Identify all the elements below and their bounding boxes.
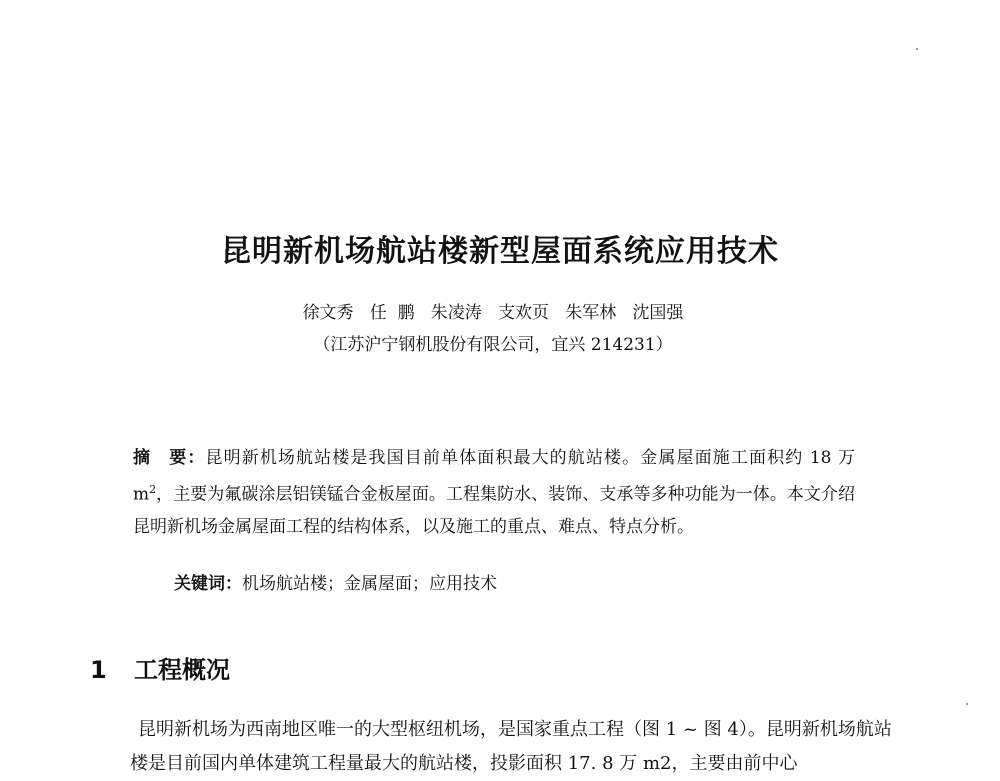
scan-speck: [966, 703, 968, 705]
section-heading: [90, 650, 230, 685]
keywords-label: 关键词：: [174, 574, 242, 594]
body-paragraph: 昆明新机场为西南地区唯一的大型枢纽机场，是国家重点工程（图 1 ~ 图 4）。昆明新机场航站楼是目前国内单体建筑工程量最大的航站楼，投影面积 17. 8 万 m2，主要由前中心: [130, 719, 892, 774]
abstract-text-1: 昆明新机场航站楼是我国目前单体面积最大的航站楼。金属屋面施工面积约 18 万 m: [133, 448, 855, 505]
abstract-label: 摘 要：: [133, 448, 206, 468]
paper-title: 昆明新机场航站楼新型屋面系统应用技术: [221, 234, 779, 269]
abstract-text-2: ，主要为氟碳涂层铝镁锰合金板屋面。工程集防水、装饰、支承等多种功能为一体。本文介绍昆明新机场金属屋面工程的结构体系，以及施工的重点、难点、特点分析。: [133, 484, 855, 537]
section-title: 工程概况: [134, 656, 230, 684]
author-list: 徐文秀 任 鹏 朱凌涛 支欢页 朱军林 沈国强: [302, 303, 684, 323]
scan-speck: [916, 48, 918, 50]
abstract: [133, 442, 855, 543]
affiliation: （江苏沪宁钢机股份有限公司，宜兴 214231）: [313, 335, 673, 355]
abstract-superscript: 2: [149, 483, 157, 496]
section-number: 1: [90, 656, 107, 684]
keywords-text: 机场航站楼；金属屋面；应用技术: [242, 574, 497, 594]
keywords: [174, 569, 497, 594]
